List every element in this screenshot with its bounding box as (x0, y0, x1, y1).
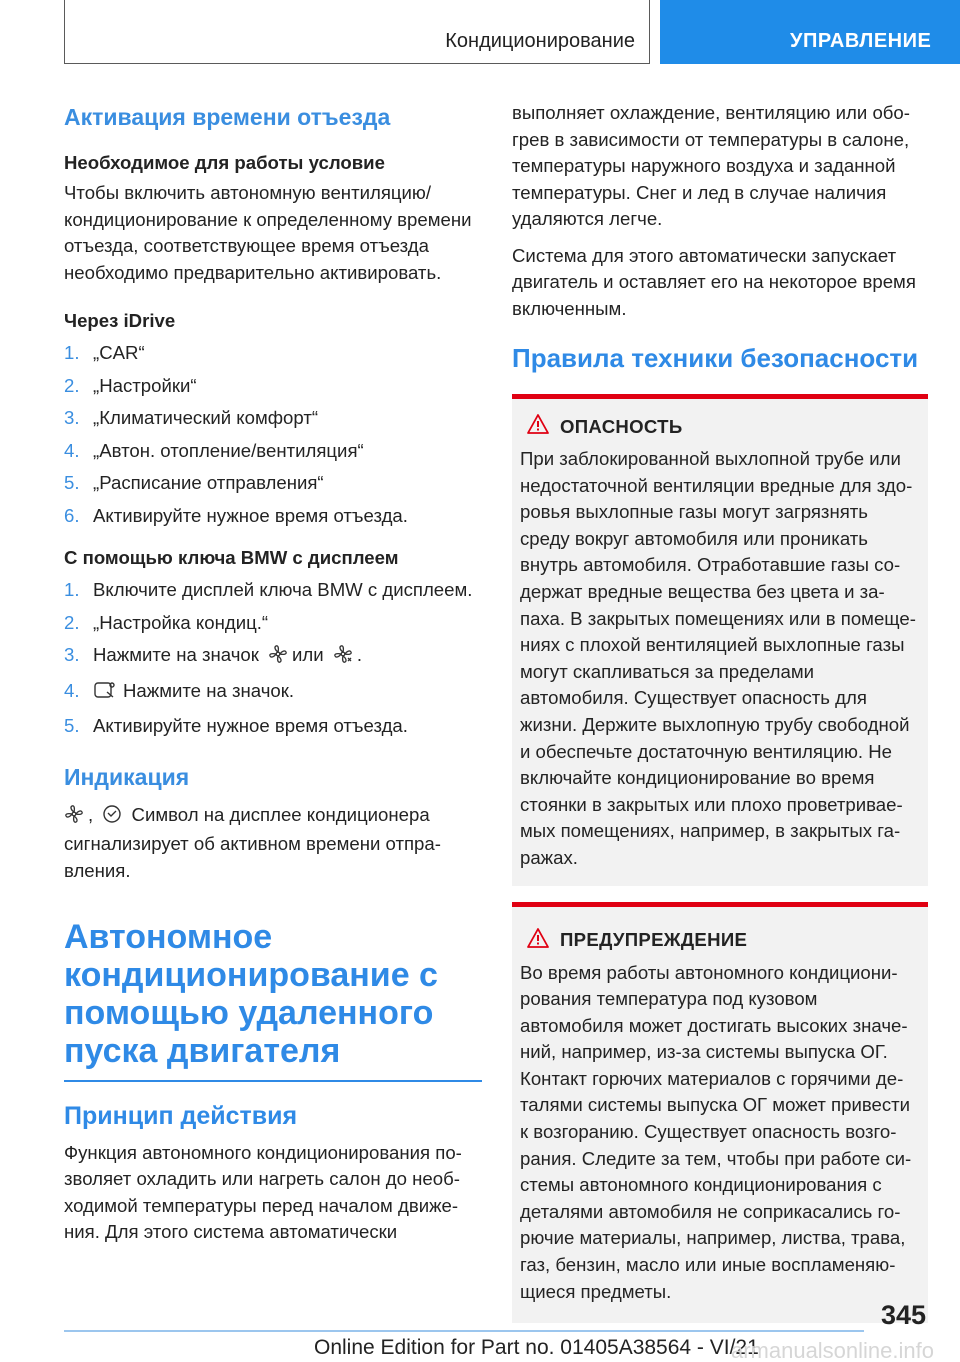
title-line: помощью удаленного (64, 994, 434, 1032)
indication-separator: , (88, 803, 94, 825)
safety-title: Правила техники безопасности (512, 343, 919, 373)
list-item (64, 373, 482, 400)
indication-text: Символ на дисплее кондиционера сигнализирует об активном времени отправления. (64, 803, 441, 881)
danger-box (512, 399, 928, 886)
page-number: 345 (880, 1300, 926, 1330)
step-text: „Расписание отправления“ (93, 472, 324, 493)
list-item (64, 610, 482, 637)
list-item (64, 713, 482, 740)
list-item (64, 405, 482, 432)
title-line: кондиционирование с (64, 956, 438, 994)
step-number: 1. (64, 579, 80, 600)
step-number: 5. (64, 472, 80, 493)
list-item (64, 503, 482, 530)
indication-heading: Индикация (64, 763, 190, 790)
header-chapter-tab (660, 0, 960, 64)
step-text: „CAR“ (93, 342, 145, 363)
step-text: „Климатический комфорт“ (93, 407, 319, 428)
step-text: Активируйте нужное время отъезда. (93, 504, 408, 526)
warning-triangle-icon (526, 927, 550, 954)
system-text: Система для этого автоматически запускает двигатель и оставляет его на некоторое время включенным. (512, 244, 916, 319)
key-steps (64, 577, 482, 740)
step-number: 2. (64, 374, 80, 396)
fan-snow-icon (333, 644, 353, 672)
list-item (64, 678, 482, 708)
requirement-heading: Необходимое для работы условие (64, 152, 385, 173)
step-text: Активируйте нужное время отъезда. (93, 715, 408, 736)
list-item (64, 642, 482, 672)
step-number: 4. (64, 439, 80, 461)
step-number: 1. (64, 342, 80, 363)
step-number: 3. (64, 644, 80, 665)
warning-text: Во время работы автономного кондиционирования температура под кузовом автомобиля может достигать высоких значений, например, из-за системы выпуска ОГ. Контакт горючих материалов с горячими деталями системы выпуска ОГ может привести к возгоранию. Существует опасность возгорания. Следите за тем, чтобы при работе системы автономного кондиционирования с деталями автомобиля не соприкасались горючие материалы, например, листва, трава, газ, бензин, масло или иные воспламеняющиеся предметы. (520, 961, 912, 1302)
step-text: „Настройки“ (93, 374, 197, 396)
warning-box (512, 907, 928, 1324)
step-number: 6. (64, 504, 80, 526)
warning-triangle-icon (526, 413, 550, 440)
list-item (64, 470, 482, 497)
left-column (64, 100, 482, 1246)
indication-text-block (64, 802, 482, 885)
fan-icon (64, 804, 84, 832)
title-divider (64, 1080, 482, 1082)
key-heading: С помощью ключа BMW с дисплеем (64, 547, 399, 568)
list-item (64, 577, 482, 604)
list-item (64, 438, 482, 465)
danger-header (520, 413, 920, 440)
continued-text: выполняет охлаждение, вентиляцию или обогрев в зависимости от температуры в салоне, температуры наружного воздуха и заданной температуры. Снег и лед в случае наличия удаляются легче. (512, 102, 910, 229)
watermark: armanualsonline.info (730, 1338, 934, 1362)
step-text: „Автон. отопление/вентиляция“ (93, 439, 364, 461)
clock-icon (102, 804, 122, 832)
step-text: Нажмите на значок (93, 644, 259, 665)
step-number: 4. (64, 679, 80, 701)
header-chapter-title: УПРАВЛЕНИЕ (790, 30, 932, 52)
footer-divider (64, 1330, 864, 1332)
step-number: 3. (64, 407, 80, 428)
warning-header (520, 927, 920, 954)
list-item (64, 340, 482, 367)
step-text: Нажмите на значок. (123, 679, 295, 701)
step-number: 5. (64, 715, 80, 736)
timer-icon (93, 680, 115, 708)
warning-label: ПРЕДУПРЕЖДЕНИЕ (560, 929, 748, 950)
step-text-end: . (356, 644, 362, 665)
title-line: Автономное (64, 918, 273, 956)
step-text: „Настройка кондиц.“ (93, 611, 269, 633)
remote-start-title (64, 918, 482, 1070)
header-section-title: Кондиционирование (445, 30, 635, 52)
danger-text: При заблокированной выхлопной трубе или недостаточной вентиляции вредные для здоровья выхлопные газы могут загрязнять среду вокруг автомобиля или проникать внутрь автомобиля. Отработавшие газы содержат вредные вещества без цвета и запаха. В закрытых помещениях или в помещениях с плохой вентиляцией выхлопные газы могут скапливаться за пределами автомобиля. Существует опасность для жизни. Держите выхлопную трубу свободной и обеспечьте достаточную вентиляцию. Не включайте кондиционирование во время стоянки в закрытых или плохо проветриваемых помещениях, например, в закрытых гаражах. (520, 448, 916, 868)
activation-title: Активация времени отъезда (64, 104, 391, 130)
step-text-or: или (292, 644, 324, 665)
header-section-tab (64, 0, 650, 64)
idrive-heading: Через iDrive (64, 310, 176, 331)
fan-icon (268, 644, 288, 672)
principle-text: Функция автономного кондиционирования позволяет охладить или нагреть салон до необходимой температуры перед началом движения. Для этого система автоматически (64, 1141, 462, 1242)
idrive-steps (64, 340, 482, 529)
step-number: 2. (64, 611, 80, 633)
edition-text: Online Edition for Part no. 01405A38564 - VI/21 (314, 1336, 759, 1359)
danger-label: ОПАСНОСТЬ (560, 415, 683, 437)
requirement-text: Чтобы включить автономную вентиляцию/ кондиционирование к определенному времени отъезда, соответствующее время отъезда необходимо предварительно активировать. (64, 182, 472, 283)
right-column (512, 100, 928, 1323)
step-text: Включите дисплей ключа BMW с дисплеем. (93, 579, 473, 600)
principle-heading: Принцип действия (64, 1101, 298, 1130)
title-line: пуска двигателя (64, 1032, 341, 1070)
